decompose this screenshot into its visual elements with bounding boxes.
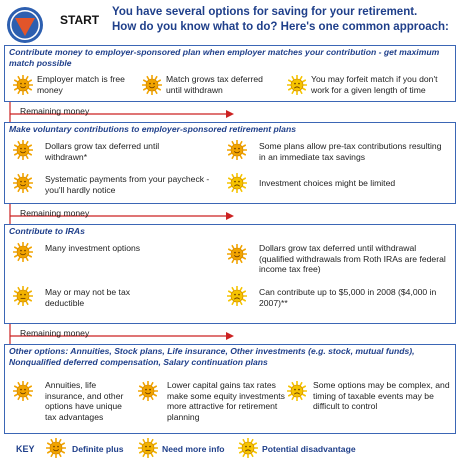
- step-3-item-4: Can contribute up to $5,000 in 2008 ($4,000 in 2007)**: [259, 287, 437, 308]
- step-1-item-3: You may forfeit match if you don't work for a given length of time: [311, 74, 438, 95]
- disadvantage-sun-icon: [227, 286, 247, 306]
- header-line-2: How do you know what to do? Here's one common approach:: [112, 21, 449, 33]
- connector-label-2: Remaining money: [20, 208, 90, 218]
- plus-sun-icon: [13, 381, 33, 401]
- step-title-3: Contribute to IRAs: [9, 226, 85, 236]
- plus-sun-icon: [13, 242, 33, 262]
- plus-sun-icon: [227, 140, 247, 160]
- step-title-2: Make voluntary contributions to employer-sponsored retirement plans: [9, 124, 296, 134]
- step-3-item-3: May or may not be tax deductible: [45, 287, 131, 308]
- header-text: [112, 5, 462, 35]
- step-2-item-1: Dollars grow tax deferred until withdrawn*: [45, 141, 160, 162]
- step-1-item-2: Match grows tax deferred until withdrawn: [166, 74, 263, 95]
- disadvantage-sun-icon: [227, 173, 247, 193]
- step-box-1: [4, 45, 456, 102]
- key-label: KEY: [16, 444, 35, 454]
- step-4-item-1: Annuities, life insurance, and other options have unique tax advantages: [45, 380, 124, 422]
- info-sun-icon: [13, 286, 33, 306]
- step-2-item-3: Systematic payments from your paycheck - you'll hardly notice: [45, 174, 210, 195]
- connector-label-1: Remaining money: [20, 106, 90, 116]
- step-box-2: [4, 122, 456, 204]
- disadvantage-sun-icon: [287, 75, 307, 95]
- logo-icon: [6, 6, 44, 44]
- start-label: START: [60, 13, 100, 27]
- step-4-item-2: Lower capital gains tax rates make some equity investments more attractive for retirement planning: [167, 380, 285, 422]
- step-title-4: Other options: Annuities, Stock plans, Life insurance, Other investments (e.g. stock, mutual funds), Nonqualified deferred compensation, Salary continuation plans: [9, 346, 415, 367]
- disadvantage-sun-icon: [287, 381, 307, 401]
- key-potential-disadvantage: Potential disadvantage: [262, 444, 356, 454]
- step-1-item-1: Employer match is free money: [37, 74, 125, 95]
- plus-sun-icon: [227, 244, 247, 264]
- plus-sun-icon: [142, 75, 162, 95]
- info-sun-icon: [138, 438, 158, 458]
- step-box-4: [4, 344, 456, 434]
- step-box-3: [4, 224, 456, 324]
- step-4-item-3: Some options may be complex, and timing of taxable events may be difficult to control: [313, 380, 450, 412]
- step-2-item-4: Investment choices might be limited: [259, 178, 396, 188]
- step-2-item-2: Some plans allow pre-tax contributions resulting in an immediate tax savings: [259, 141, 442, 162]
- step-title-1: Contribute money to employer-sponsored plan when employer matches your contribution - get maximum match possible: [9, 47, 440, 68]
- connector-label-3: Remaining money: [20, 328, 90, 338]
- step-3-item-1: Many investment options: [45, 243, 141, 253]
- plus-sun-icon: [46, 438, 66, 458]
- key-need-more-info: Need more info: [162, 444, 225, 454]
- plus-sun-icon: [138, 381, 158, 401]
- step-3-item-2: Dollars grow tax deferred until withdrawal (qualified withdrawals from Roth IRAs are federal income tax free): [259, 243, 446, 275]
- key-definite-plus: Definite plus: [72, 444, 124, 454]
- disadvantage-sun-icon: [238, 438, 258, 458]
- plus-sun-icon: [13, 140, 33, 160]
- plus-sun-icon: [13, 173, 33, 193]
- plus-sun-icon: [13, 75, 33, 95]
- header-line-1: You have several options for saving for your retirement.: [112, 6, 418, 18]
